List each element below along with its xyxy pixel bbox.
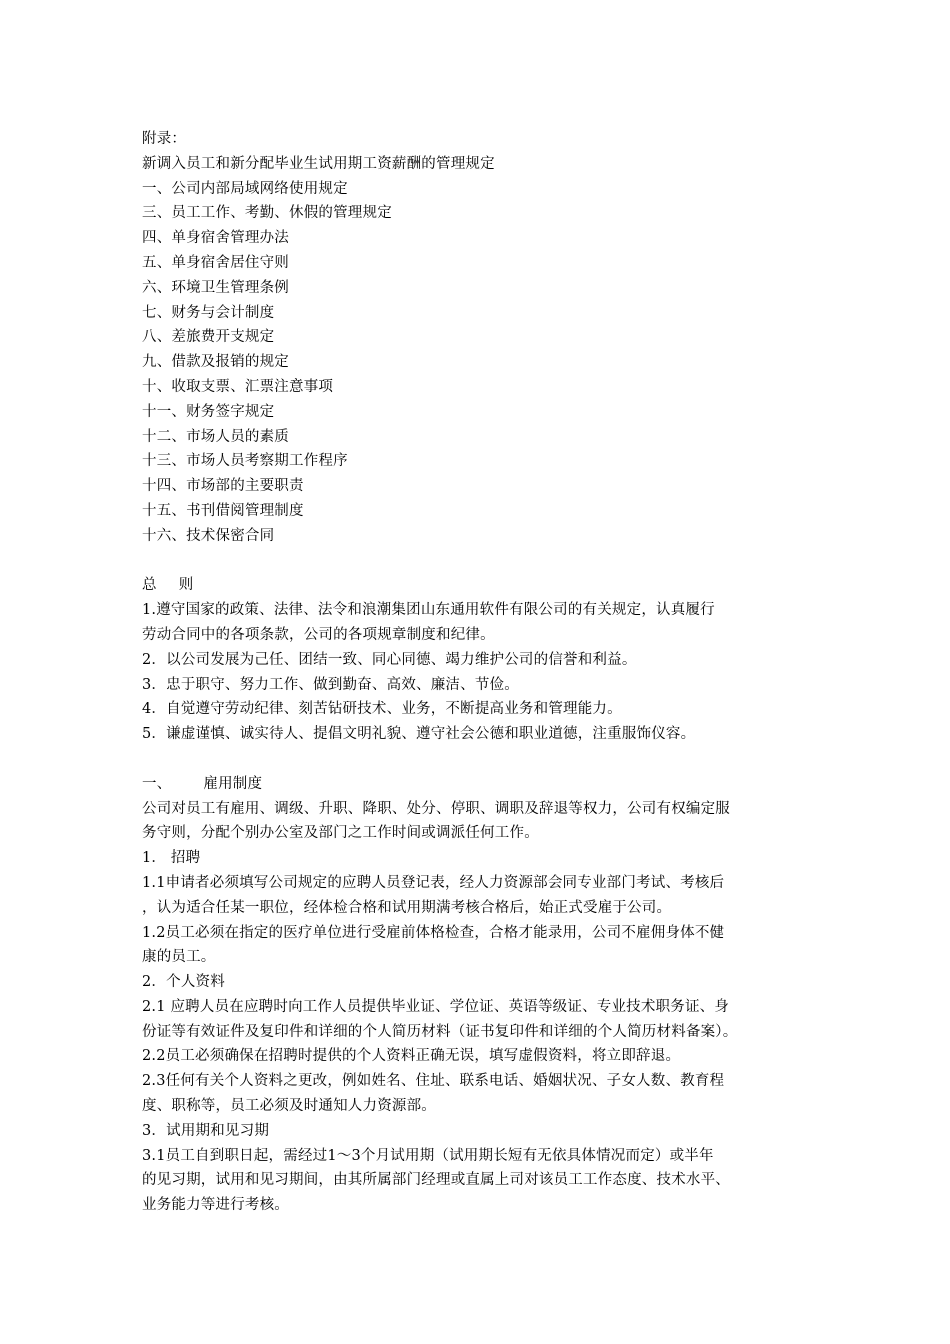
appendix-item: 三、员工工作、考勤、休假的管理规定 — [142, 205, 392, 222]
section-number: 一、 — [142, 775, 172, 792]
appendix-item: 六、环境卫生管理条例 — [142, 279, 289, 296]
section-title: 雇用制度 — [203, 775, 263, 792]
appendix-item: 九、借款及报销的规定 — [142, 354, 289, 371]
spacer — [142, 549, 822, 574]
general-line: 3．忠于职守、努力工作、做到勤奋、高效、廉洁、节俭。 — [142, 676, 519, 693]
employment-line: 3.1员工自到职日起，需经过1～3个月试用期（试用期长短有无依具体情况而定）或半年 — [142, 1147, 714, 1164]
employment-line: 2.1 应聘人员在应聘时向工作人员提供毕业证、学位证、英语等级证、专业技术职务证、身 — [142, 998, 730, 1015]
employment-line: 3．试用期和见习期 — [142, 1122, 270, 1139]
general-title — [142, 573, 822, 598]
general-line: 1.遵守国家的政策、法律、法令和浪潮集团山东通用软件有限公司的有关规定，认真履行 — [142, 602, 715, 619]
appendix-item: 十三、市场人员考察期工作程序 — [142, 453, 348, 470]
employment-line: 份证等有效证件及复印件和详细的个人简历材料（证书复印件和详细的个人简历材料备案）。 — [142, 1023, 738, 1040]
employment-line: 2．个人资料 — [142, 974, 225, 991]
employment-line: 1.2员工必须在指定的医疗单位进行受雇前体格检查，合格才能录用，公司不雇佣身体不健 — [142, 924, 725, 941]
appendix-item: 十、收取支票、汇票注意事项 — [142, 378, 334, 395]
appendix-item: 新调入员工和新分配毕业生试用期工资薪酬的管理规定 — [142, 155, 495, 172]
appendix-title: 附录： — [142, 131, 187, 147]
document-page — [142, 127, 822, 1218]
employment-line: 1． 招聘 — [142, 850, 201, 867]
general-title-part: 则 — [178, 577, 194, 594]
employment-line: 2.2员工必须确保在招聘时提供的个人资料正确无误，填写虚假资料，将立即辞退。 — [142, 1048, 681, 1065]
employment-line: 2.3任何有关个人资料之更改，例如姓名、住址、联系电话、婚姻状况、子女人数、教育程 — [142, 1073, 725, 1090]
employment-line: ，认为适合任某一职位，经体检合格和试用期满考核合格后，始正式受雇于公司。 — [142, 899, 672, 916]
general-line: 2．以公司发展为己任、团结一致、同心同德、竭力维护公司的信誉和利益。 — [142, 651, 637, 668]
appendix-item: 四、单身宿舍管理办法 — [142, 230, 289, 247]
appendix-item: 十四、市场部的主要职责 — [142, 478, 304, 495]
appendix-item: 十一、财务签字规定 — [142, 403, 275, 420]
general-line: 5．谦虚谨慎、诚实待人、提倡文明礼貌、遵守社会公德和职业道德，注重服饰仪容。 — [142, 726, 696, 743]
appendix-item: 八、差旅费开支规定 — [142, 329, 275, 346]
employment-line: 业务能力等进行考核。 — [142, 1197, 289, 1214]
appendix-item: 十六、技术保密合同 — [142, 527, 275, 544]
employment-line: 的见习期，试用和见习期间，由其所属部门经理或直属上司对该员工工作态度、技术水平、 — [142, 1172, 730, 1189]
spacer — [142, 747, 822, 772]
appendix-item: 十二、市场人员的素质 — [142, 428, 289, 445]
appendix-item: 七、财务与会计制度 — [142, 304, 275, 321]
employment-line: 康的员工。 — [142, 949, 216, 966]
employment-line: 1.1申请者必须填写公司规定的应聘人员登记表，经人力资源部会同专业部门考试、考核后 — [142, 874, 725, 891]
employment-line: 公司对员工有雇用、调级、升职、降职、处分、停职、调职及辞退等权力，公司有权编定服 — [142, 800, 730, 817]
general-line: 劳动合同中的各项条款，公司的各项规章制度和纪律。 — [142, 626, 495, 643]
employment-heading — [142, 772, 822, 797]
general-line: 4．自觉遵守劳动纪律、刻苦钻研技术、业务，不断提高业务和管理能力。 — [142, 701, 622, 718]
employment-line: 务守则，分配个别办公室及部门之工作时间或调派任何工作。 — [142, 825, 539, 842]
employment-line: 度、职称等，员工必须及时通知人力资源部。 — [142, 1098, 436, 1115]
general-title-part: 总 — [142, 577, 157, 594]
appendix-item: 一、公司内部局域网络使用规定 — [142, 180, 348, 197]
appendix-item: 十五、书刊借阅管理制度 — [142, 502, 304, 519]
appendix-item: 五、单身宿舍居住守则 — [142, 254, 289, 271]
